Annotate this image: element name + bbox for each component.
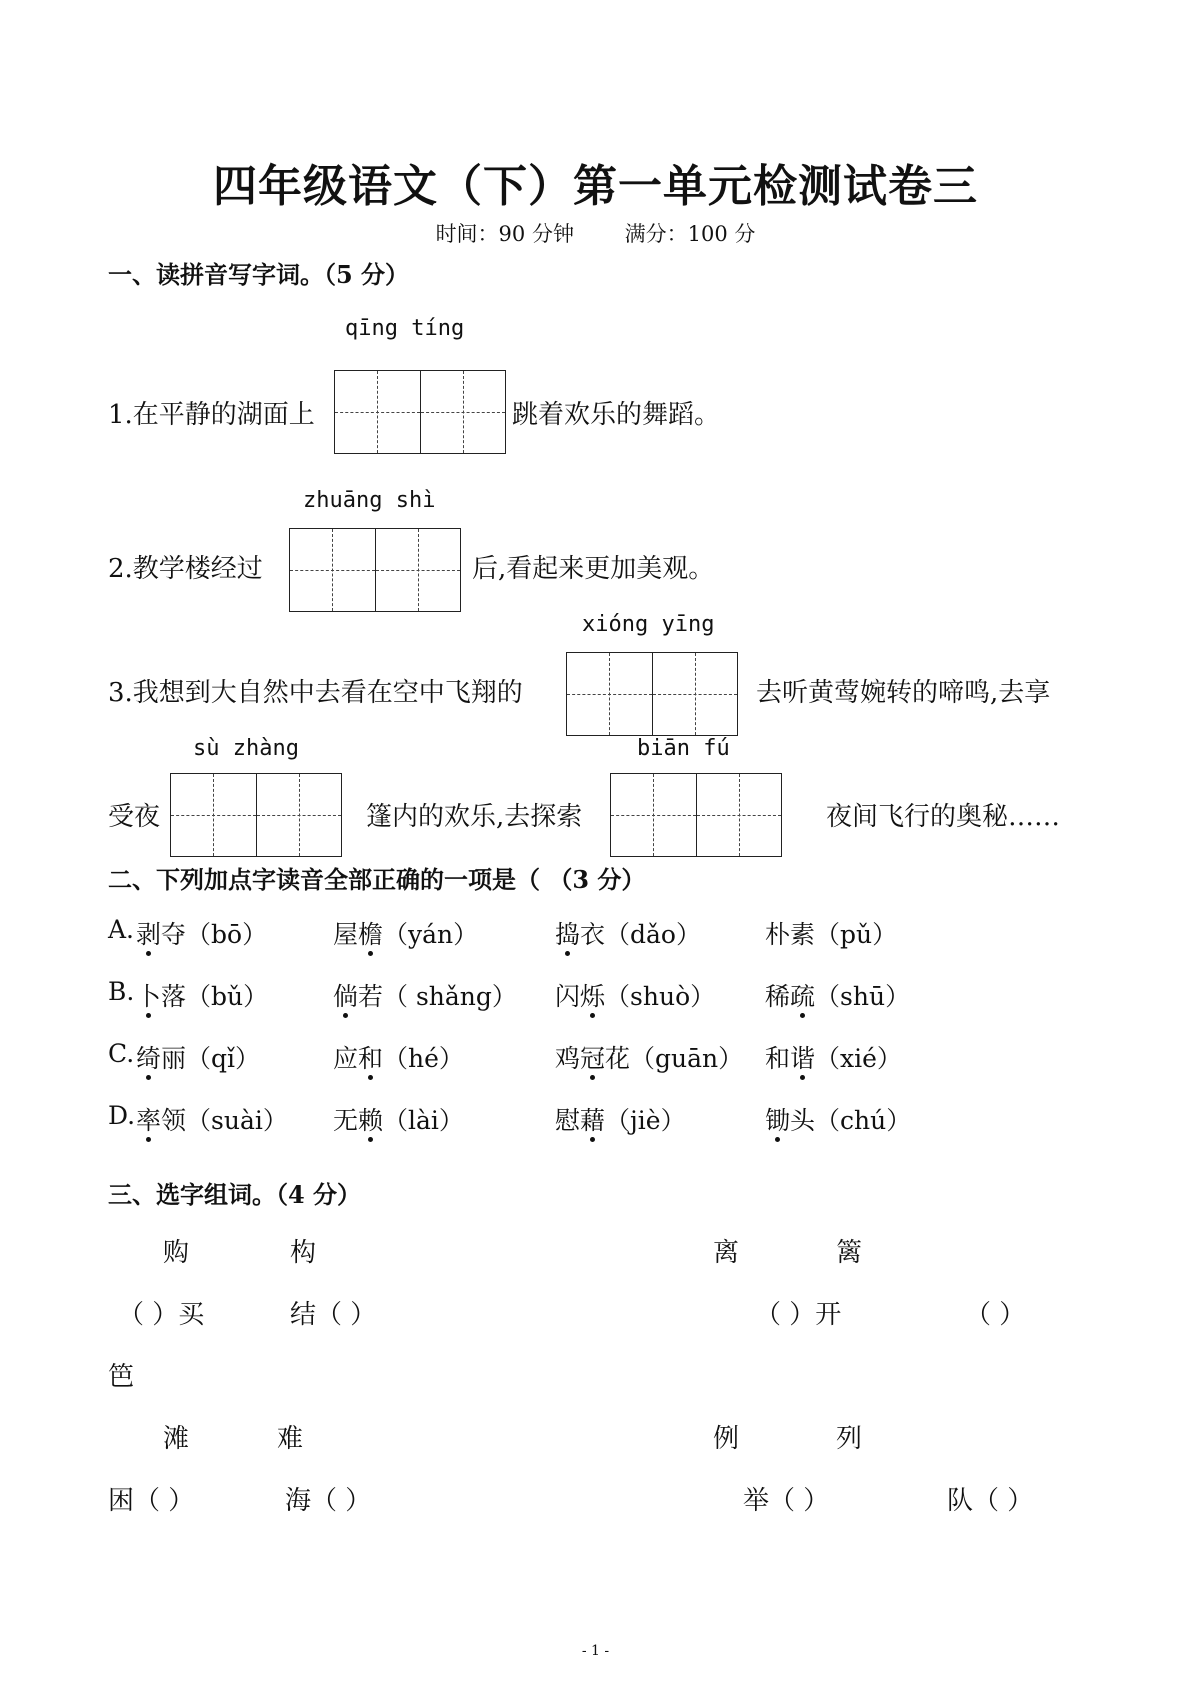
section-2-heading: 二、下列加点字读音全部正确的一项是（ （3 分） bbox=[108, 865, 646, 894]
option-item bbox=[765, 1039, 902, 1075]
option-item bbox=[555, 915, 701, 951]
option-item bbox=[765, 915, 897, 951]
dotted-char: 卜 bbox=[136, 982, 162, 1011]
option-item bbox=[555, 1039, 743, 1075]
q4-text-after: 夜间飞行的奥秘…… bbox=[826, 802, 1061, 832]
group1-char-1: 购 bbox=[163, 1238, 190, 1268]
grid-cell[interactable] bbox=[421, 371, 506, 453]
q1-text-before: 1.在平静的湖面上 bbox=[108, 400, 315, 430]
word-char: 闪 bbox=[555, 982, 581, 1011]
grid-cell[interactable] bbox=[376, 529, 461, 611]
word-char: 屋 bbox=[333, 920, 359, 949]
grid-cell[interactable] bbox=[290, 529, 376, 611]
q4-pinyin-2: biān fú bbox=[637, 736, 730, 761]
word-reading: 素（pǔ） bbox=[790, 920, 898, 949]
word-reading: （shū） bbox=[815, 982, 911, 1011]
q3-text-before: 3.我想到大自然中去看在空中飞翔的 bbox=[108, 678, 523, 708]
grid-cell[interactable] bbox=[171, 774, 257, 856]
word-reading: 衣（dǎo） bbox=[580, 920, 701, 949]
dotted-char: 锄 bbox=[765, 1106, 791, 1135]
dotted-char: 绮 bbox=[136, 1044, 162, 1073]
group2-char-1: 离 bbox=[713, 1238, 740, 1268]
q2-text-before: 2.教学楼经过 bbox=[108, 554, 263, 584]
group4-word-2[interactable]: 队（ ） bbox=[947, 1486, 1034, 1516]
option-item bbox=[555, 1101, 686, 1137]
option-label[interactable]: A. bbox=[108, 915, 135, 944]
option-item bbox=[765, 977, 910, 1013]
page-number: - 1 - bbox=[581, 1643, 610, 1659]
q2-pinyin: zhuāng shì bbox=[303, 488, 436, 513]
option-item bbox=[333, 915, 478, 951]
q4-text-middle: 篷内的欢乐,去探索 bbox=[366, 802, 583, 832]
option-item bbox=[136, 1101, 288, 1137]
q1-text-after: 跳着欢乐的舞蹈。 bbox=[512, 400, 721, 430]
q4-text-before: 受夜 bbox=[108, 802, 161, 832]
dotted-char: 捣 bbox=[555, 920, 581, 949]
option-item bbox=[765, 1101, 911, 1137]
q4-writing-grid-2[interactable] bbox=[610, 773, 782, 857]
group4-char-2: 列 bbox=[836, 1424, 863, 1454]
word-reading: 落（bǔ） bbox=[161, 982, 269, 1011]
word-char: 稀 bbox=[765, 982, 791, 1011]
dotted-char: 率 bbox=[136, 1106, 162, 1135]
q3-pinyin: xióng yīng bbox=[582, 612, 715, 637]
q3-writing-grid[interactable] bbox=[566, 652, 738, 736]
q1-writing-grid[interactable] bbox=[334, 370, 506, 454]
grid-cell[interactable] bbox=[567, 653, 653, 735]
group2-word-2[interactable]: （ ） bbox=[965, 1300, 1026, 1330]
group2-word-tail: 笆 bbox=[108, 1362, 135, 1392]
option-item bbox=[136, 915, 267, 951]
dotted-char: 檐 bbox=[358, 920, 384, 949]
option-item bbox=[333, 1101, 464, 1137]
word-char: 应 bbox=[333, 1044, 359, 1073]
dotted-char: 冠 bbox=[580, 1044, 606, 1073]
option-item bbox=[555, 977, 715, 1013]
group3-word-2[interactable]: 海（ ） bbox=[285, 1486, 372, 1516]
group1-word-1[interactable]: （ ）买 bbox=[118, 1300, 205, 1330]
word-reading: （shuò） bbox=[605, 982, 716, 1011]
group2-word-1[interactable]: （ ）开 bbox=[755, 1300, 842, 1330]
word-reading: 若（ shǎng） bbox=[358, 982, 517, 1011]
group4-char-1: 例 bbox=[713, 1424, 740, 1454]
time-limit: 时间：90 分钟 bbox=[435, 222, 574, 246]
word-reading: 花（guān） bbox=[605, 1044, 744, 1073]
word-reading: 领（suài） bbox=[161, 1106, 288, 1135]
word-reading: 丽（qǐ） bbox=[161, 1044, 261, 1073]
word-reading: （lài） bbox=[383, 1106, 464, 1135]
word-reading: （jiè） bbox=[605, 1106, 686, 1135]
dotted-char: 疏 bbox=[790, 982, 816, 1011]
group3-char-2: 难 bbox=[277, 1424, 304, 1454]
q1-pinyin: qīng tíng bbox=[345, 316, 465, 341]
group1-word-2[interactable]: 结（ ） bbox=[290, 1300, 377, 1330]
option-item bbox=[333, 977, 517, 1013]
option-item bbox=[136, 977, 268, 1013]
grid-cell[interactable] bbox=[335, 371, 421, 453]
grid-cell[interactable] bbox=[653, 653, 738, 735]
option-item bbox=[136, 1039, 260, 1075]
option-label[interactable]: D. bbox=[108, 1101, 136, 1130]
word-reading: （xié） bbox=[815, 1044, 902, 1073]
dotted-char: 剥 bbox=[136, 920, 162, 949]
option-label[interactable]: B. bbox=[108, 977, 135, 1006]
q4-pinyin-1: sù zhàng bbox=[193, 736, 299, 761]
q3-text-after: 去听黄莺婉转的啼鸣,去享 bbox=[756, 678, 1051, 708]
word-char: 和 bbox=[765, 1044, 791, 1073]
group3-char-1: 滩 bbox=[163, 1424, 190, 1454]
word-reading: 夺（bō） bbox=[161, 920, 268, 949]
grid-cell[interactable] bbox=[697, 774, 782, 856]
word-reading: 头（chú） bbox=[790, 1106, 912, 1135]
word-char: 慰 bbox=[555, 1106, 581, 1135]
word-char: 朴 bbox=[765, 920, 791, 949]
group2-char-2: 篱 bbox=[836, 1238, 863, 1268]
word-char: 鸡 bbox=[555, 1044, 581, 1073]
dotted-char: 赖 bbox=[358, 1106, 384, 1135]
option-label[interactable]: C. bbox=[108, 1039, 135, 1068]
dotted-char: 烁 bbox=[580, 982, 606, 1011]
group1-char-2: 构 bbox=[290, 1238, 317, 1268]
word-reading: （yán） bbox=[383, 920, 479, 949]
exam-info bbox=[0, 218, 1191, 248]
page-title: 四年级语文（下）第一单元检测试卷三 bbox=[213, 161, 978, 212]
dotted-char: 和 bbox=[358, 1044, 384, 1073]
dotted-char: 藉 bbox=[580, 1106, 606, 1135]
q2-text-after: 后,看起来更加美观。 bbox=[472, 554, 715, 584]
section-1-heading: 一、读拼音写字词。（5 分） bbox=[108, 260, 410, 289]
dotted-char: 倘 bbox=[333, 982, 359, 1011]
grid-cell[interactable] bbox=[257, 774, 342, 856]
full-score: 满分：100 分 bbox=[624, 222, 756, 246]
word-char: 无 bbox=[333, 1106, 359, 1135]
word-reading: （hé） bbox=[383, 1044, 464, 1073]
dotted-char: 谐 bbox=[790, 1044, 816, 1073]
group4-word-1[interactable]: 举（ ） bbox=[743, 1486, 830, 1516]
grid-cell[interactable] bbox=[611, 774, 697, 856]
q4-writing-grid-1[interactable] bbox=[170, 773, 342, 857]
section-3-heading: 三、选字组词。（4 分） bbox=[108, 1180, 362, 1209]
group3-word-1[interactable]: 困（ ） bbox=[108, 1486, 195, 1516]
q2-writing-grid[interactable] bbox=[289, 528, 461, 612]
option-item bbox=[333, 1039, 464, 1075]
